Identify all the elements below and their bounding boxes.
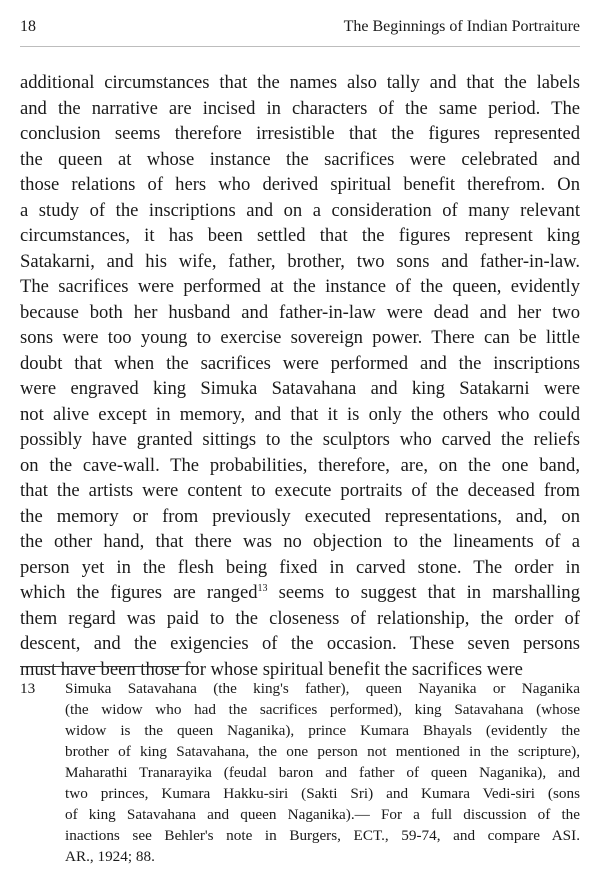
footnote-line: inactions see Behler's note in Burgers, ECT., 59-74, and compare ASI. — [65, 827, 580, 844]
footnote-line: widow is the queen Naganika), prince Kumara Bhayals (evidently the — [65, 722, 580, 739]
header-rule — [20, 46, 580, 47]
footnote-line: of king Satavahana and queen Naganika).— For a full discussion of the — [65, 806, 580, 823]
body-line: and the narrative are incised in characters of the same period. The — [20, 97, 580, 119]
body-line: the memory or from previously executed representations, and, on — [20, 505, 580, 527]
running-head — [20, 18, 580, 40]
footnote-line: two princes, Kumara Hakku-siri (Sakti Sri) and Kumara Vedi-siri (sons — [65, 785, 580, 802]
footnote-line: Simuka Satavahana (the king's father), queen Nayanika or Naganika — [65, 680, 580, 697]
body-line-part: seems to suggest that in marshalling — [267, 582, 580, 603]
body-line: that the artists were content to execute portraits of the deceased from — [20, 480, 580, 501]
body-line: were engraved king Simuka Satavahana and king Satakarni were — [20, 378, 580, 399]
body-line: on the cave-wall. The probabilities, therefore, are, on the one band, — [20, 454, 580, 476]
footnote-line: AR., 1924; 88. — [65, 848, 155, 865]
body-line: person yet in the flesh being fixed in carved stone. The order in — [20, 556, 580, 578]
body-line: must have been those for whose spiritual benefit the sacrifices were — [20, 658, 523, 680]
body-line: Satakarni, and his wife, father, brother, two sons and father-in-law. — [20, 250, 580, 272]
body-line: a study of the inscriptions and on a consideration of many relevant — [20, 199, 580, 221]
body-line: doubt that when the sacrifices were performed and the inscriptions — [20, 352, 580, 374]
footnote-reference: 13 — [257, 582, 268, 594]
body-line: descent, and the exigencies of the occasion. These seven persons — [20, 633, 580, 654]
body-line: because both her husband and father-in-law were dead and her two — [20, 301, 580, 323]
body-line: possibly have granted sittings to the sculptors who carved the reliefs — [20, 429, 580, 450]
footnote-text — [65, 678, 580, 867]
body-line: not alive except in memory, and that it is only the others who could — [20, 403, 580, 425]
body-line: conclusion seems therefore irresistible that the figures represented — [20, 123, 580, 144]
page-number: 18 — [20, 18, 36, 35]
body-line: additional circumstances that the names also tally and that the labels — [20, 72, 580, 93]
body-line-part: which the figures are ranged — [20, 582, 258, 603]
body-line: the queen at whose instance the sacrifices were celebrated and — [20, 148, 580, 170]
body-line: them regard was paid to the closeness of relationship, the order of — [20, 607, 580, 629]
body-line: sons were too young to exercise sovereign power. There can be little — [20, 327, 580, 348]
body-line: the other hand, that there was no objection to the lineaments of a — [20, 531, 580, 552]
footnote-line: (the widow who had the sacrifices performed), king Satavahana (whose — [65, 701, 580, 718]
body-line-with-footnote-ref — [20, 580, 580, 606]
footnote-number: 13 — [20, 680, 36, 697]
running-title: The Beginnings of Indian Portraiture — [343, 18, 580, 35]
body-paragraph — [20, 70, 580, 682]
body-line: The sacrifices were performed at the instance of the queen, evidently — [20, 276, 580, 297]
footnote-line: brother of king Satavahana, the one person not mentioned in the scripture), — [65, 743, 580, 760]
footnote-rule — [20, 666, 198, 667]
footnote-line: Maharathi Tranarayika (feudal baron and father of queen Naganika), and — [65, 764, 580, 781]
body-line: those relations of hers who derived spiritual benefit therefrom. On — [20, 174, 580, 195]
body-line: circumstances, it has been settled that the figures represent king — [20, 225, 580, 246]
footnote — [20, 678, 580, 867]
